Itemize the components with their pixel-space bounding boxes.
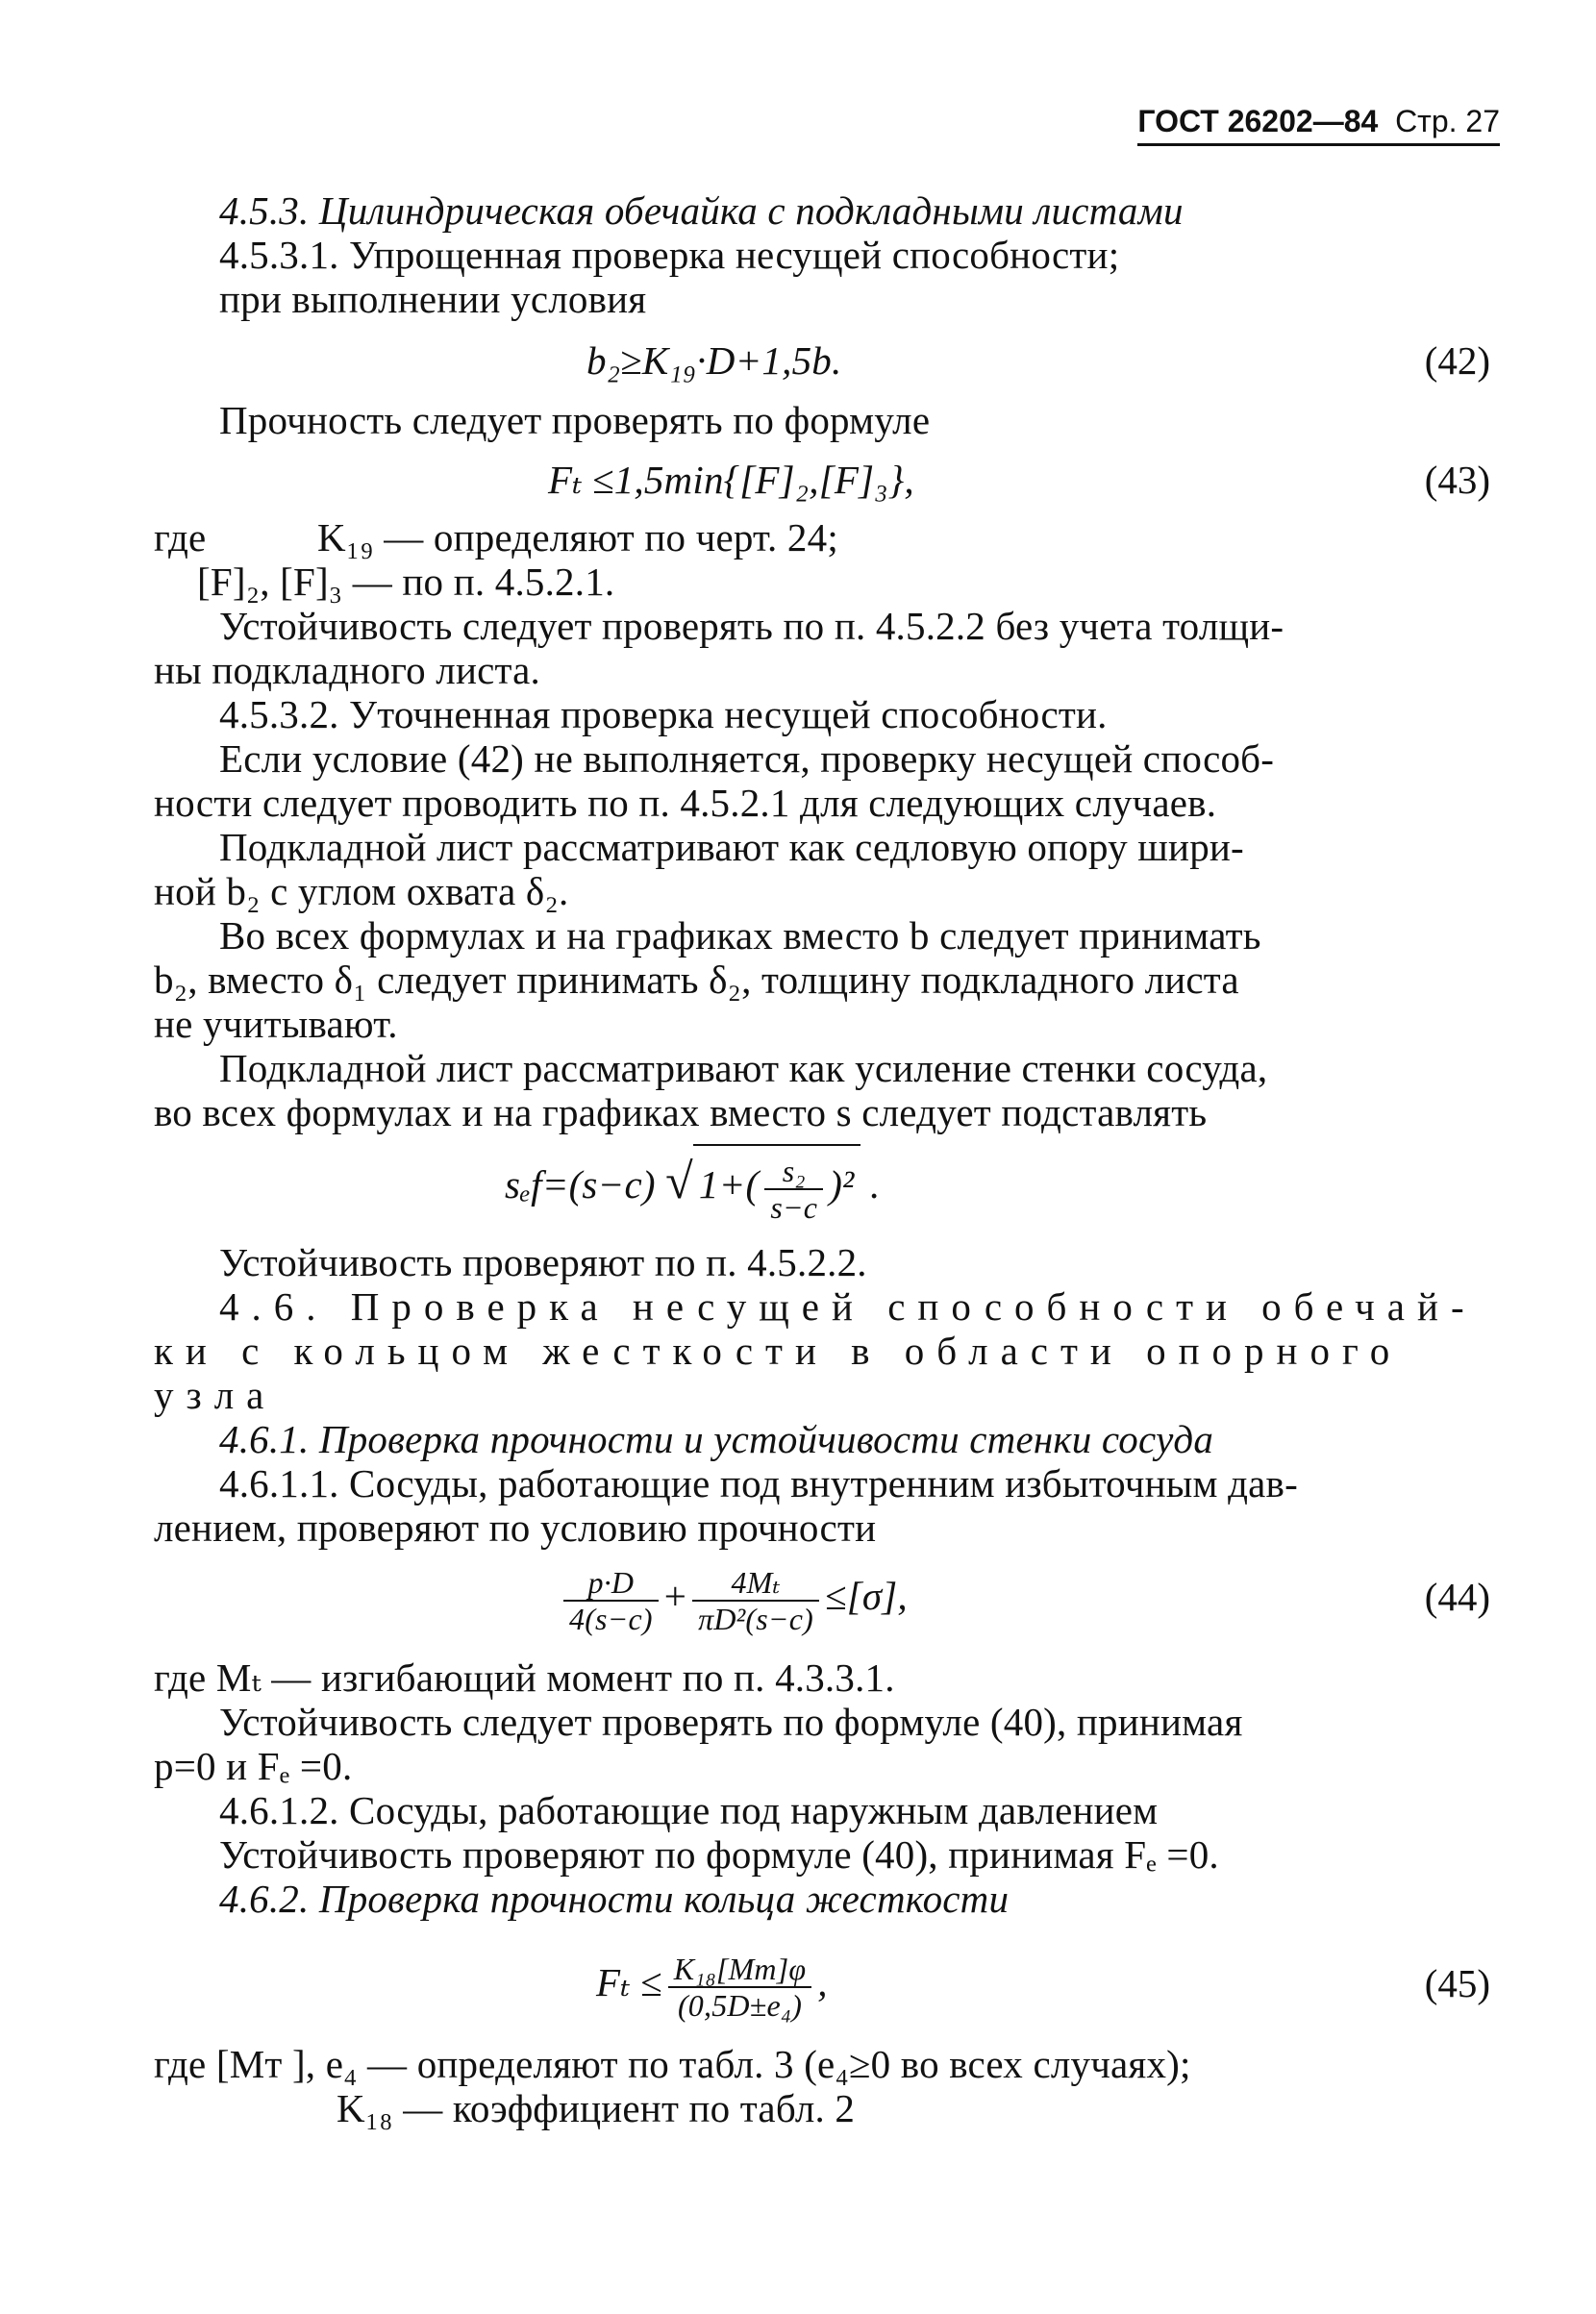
paragraph-line: b₂, вместо δ₁ следует принимать δ₂, толщину подкладного листа [154, 958, 1239, 1002]
paragraph-line: 4.5.3.2. Уточненная проверка несущей способности. [219, 692, 1108, 736]
fraction [563, 1565, 659, 1636]
definition-line: где [Mт ], e₄ — определяют по табл. 3 (e₄≥0 во всех случаях); [154, 2042, 1191, 2086]
section-heading-4-6: 4.6. Проверка несущей способности обечай- [219, 1284, 1477, 1329]
paragraph-line: Устойчивость проверяют по п. 4.5.2.2. [219, 1240, 867, 1284]
paragraph-line: Во всех формулах и на графиках вместо b следует принимать [219, 913, 1261, 958]
paragraph-line: 4.6.1.2. Сосуды, работающие под наружным давлением [219, 1788, 1159, 1832]
paragraph-line: 4.6.1.1. Сосуды, работающие под внутренним избыточным дав- [219, 1461, 1298, 1505]
paragraph-line: Устойчивость проверяют по формуле (40), принимая Fₑ =0. [219, 1832, 1219, 1877]
paragraph-line: Подкладной лист рассматривают как седловую опору шири- [219, 825, 1244, 869]
standard-title: ГОСТ 26202—84 [1137, 104, 1379, 138]
where-label: где [154, 515, 207, 560]
sqrt-radicand [693, 1144, 860, 1225]
fraction [668, 1952, 812, 2023]
paragraph-line: ности следует проводить по п. 4.5.2.1 для следующих случаев. [154, 781, 1217, 825]
fraction-denominator: (0,5D±e₄) [677, 1987, 803, 2023]
equation-number: (42) [1424, 338, 1490, 383]
fraction [764, 1154, 823, 1225]
definition-line: K₁₉ — определяют по черт. 24; [317, 515, 838, 560]
section-heading-4-6-cont: ки с кольцом жесткости в области опорного [154, 1329, 1403, 1373]
definition-line: [F]₂, [F]₃ — по п. 4.5.2.1. [197, 560, 615, 604]
paragraph-line: не учитывают. [154, 1002, 398, 1046]
equation-tail: . [870, 1162, 881, 1207]
radicand-suffix: )² [829, 1162, 855, 1207]
page-number: Стр. 27 [1395, 104, 1500, 138]
paragraph-line: p=0 и Fₑ =0. [154, 1744, 353, 1788]
equation-lhs: sₑf=(s−c) [505, 1162, 656, 1207]
equation-lhs: Fₜ ≤ [596, 1960, 662, 2004]
fraction-denominator: πD²(s−c) [698, 1601, 813, 1636]
paragraph-line: ной b₂ с углом охвата δ₂. [154, 869, 569, 913]
section-heading-4-5-3: 4.5.3. Цилиндрическая обечайка с подкладными листами [219, 188, 1184, 233]
equation-number: (44) [1424, 1575, 1490, 1619]
equation-45 [596, 1944, 828, 2023]
section-heading-4-6-1: 4.6.1. Проверка прочности и устойчивости стенки сосуда [219, 1417, 1214, 1461]
paragraph-line: Если условие (42) не выполняется, проверку несущей способ- [219, 736, 1275, 781]
paragraph-line: Устойчивость следует проверять по формуле (40), принимая [219, 1700, 1243, 1744]
fraction-numerator: K₁₈[Mт]φ [668, 1952, 812, 1988]
definition-line: K₁₈ — коэффициент по табл. 2 [337, 2086, 856, 2130]
sqrt-sign: √ [665, 1155, 693, 1209]
paragraph-line: ны подкладного листа. [154, 648, 540, 692]
radicand-prefix: 1+( [698, 1162, 760, 1207]
paragraph-line: во всех формулах и на графиках вместо s следует подставлять [154, 1090, 1208, 1134]
equation-44 [558, 1557, 908, 1636]
fraction [692, 1565, 819, 1636]
paragraph-line: 4.5.3.1. Упрощенная проверка несущей способности; [219, 233, 1120, 277]
equation-43: Fₜ ≤1,5min{[F]₂,[F]₃}, [548, 458, 914, 502]
paragraph-line: где Mₜ — изгибающий момент по п. 4.3.3.1. [154, 1655, 895, 1700]
equation-rhs: ≤[σ], [825, 1574, 908, 1618]
paragraph-line: Прочность следует проверять по формуле [219, 398, 931, 442]
plus-sign: + [663, 1574, 687, 1618]
paragraph-line: Устойчивость следует проверять по п. 4.5.2.2 без учета толщи- [219, 604, 1284, 648]
section-heading-4-6-cont: узла [154, 1373, 277, 1417]
paragraph-line: лением, проверяют по условию прочности [154, 1505, 877, 1550]
fraction-numerator: 4Mₜ [692, 1565, 819, 1602]
fraction-numerator: p·D [563, 1565, 659, 1602]
fraction-denominator: 4(s−c) [569, 1601, 653, 1636]
paragraph-line: Подкладной лист рассматривают как усиление стенки сосуда, [219, 1046, 1268, 1090]
equation-s-ef [505, 1144, 880, 1225]
equation-number: (43) [1424, 458, 1490, 502]
page-header [1137, 104, 1500, 146]
equation-42: b₂≥K₁₉·D+1,5b. [586, 338, 842, 383]
paragraph-line: при выполнении условия [219, 277, 647, 321]
equation-tail: , [817, 1960, 828, 2004]
equation-number: (45) [1424, 1961, 1490, 2005]
fraction-numerator: s₂ [764, 1154, 823, 1190]
fraction-denominator: s−c [770, 1189, 818, 1225]
section-heading-4-6-2: 4.6.2. Проверка прочности кольца жесткости [219, 1877, 1010, 1921]
